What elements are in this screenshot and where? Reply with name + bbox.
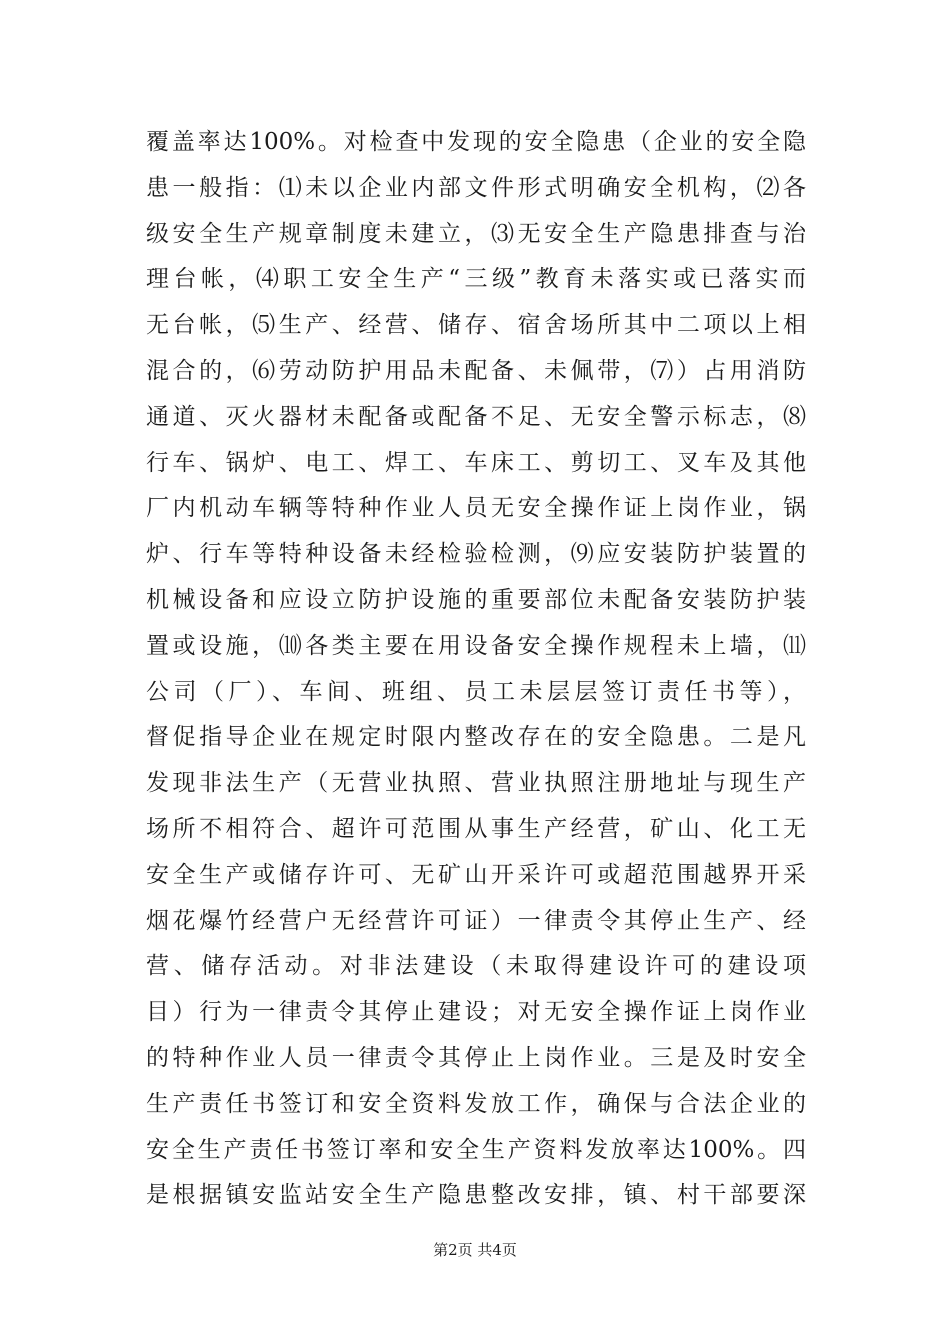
text-line: 行车、锅炉、电工、焊工、车床工、剪切工、叉车及其他	[146, 449, 806, 476]
text-line: 督促指导企业在规定时限内整改存在的安全隐患。二是凡	[146, 724, 806, 751]
text-line: 机械设备和应设立防护设施的重要部位未配备安装防护装	[146, 586, 806, 613]
text-line: 无台帐，⑸生产、经营、储存、宿舍场所其中二项以上相	[146, 312, 806, 339]
text-line: 炉、行车等特种设备未经检验检测，⑼应安装防护装置的	[146, 541, 806, 568]
text-line: 理台帐，⑷职工安全生产“三级”教育未落实或已落实而	[146, 266, 806, 293]
body-text	[146, 120, 806, 1219]
page-number-footer: 第2页 共4页	[433, 1241, 517, 1259]
text-line: 场所不相符合、超许可范围从事生产经营，矿山、化工无	[146, 815, 806, 842]
text-line: 安全生产责任书签订率和安全生产资料发放率达100%。四	[146, 1136, 806, 1163]
text-line: 是根据镇安监站安全生产隐患整改安排，镇、村干部要深	[146, 1182, 806, 1209]
text-line: 目）行为一律责令其停止建设；对无安全操作证上岗作业	[146, 999, 806, 1026]
text-line: 安全生产或储存许可、无矿山开采许可或超范围越界开采	[146, 861, 806, 888]
text-line: 置或设施，⑽各类主要在用设备安全操作规程未上墙，⑾	[146, 632, 806, 659]
text-line: 患一般指：⑴未以企业内部文件形式明确安全机构，⑵各	[146, 174, 806, 201]
text-line: 生产责任书签订和安全资料发放工作，确保与合法企业的	[146, 1090, 806, 1117]
text-line: 发现非法生产（无营业执照、营业执照注册地址与现生产	[146, 770, 806, 797]
text-line: 烟花爆竹经营户无经营许可证）一律责令其停止生产、经	[146, 907, 806, 934]
text-line: 的特种作业人员一律责令其停止上岗作业。三是及时安全	[146, 1044, 806, 1071]
text-line: 覆盖率达100%。对检查中发现的安全隐患（企业的安全隐	[146, 129, 806, 155]
text-line: 通道、灭火器材未配备或配备不足、无安全警示标志，⑻	[146, 403, 806, 430]
text-line: 公司（厂）、车间、班组、员工未层层签订责任书等），	[146, 678, 806, 705]
text-line: 混合的，⑹劳动防护用品未配备、未佩带，⑺）占用消防	[146, 357, 806, 384]
text-line: 级安全生产规章制度未建立，⑶无安全生产隐患排查与治	[146, 220, 806, 247]
text-line: 厂内机动车辆等特种作业人员无安全操作证上岗作业，锅	[146, 495, 806, 522]
text-line: 营、储存活动。对非法建设（未取得建设许可的建设项	[146, 953, 806, 980]
